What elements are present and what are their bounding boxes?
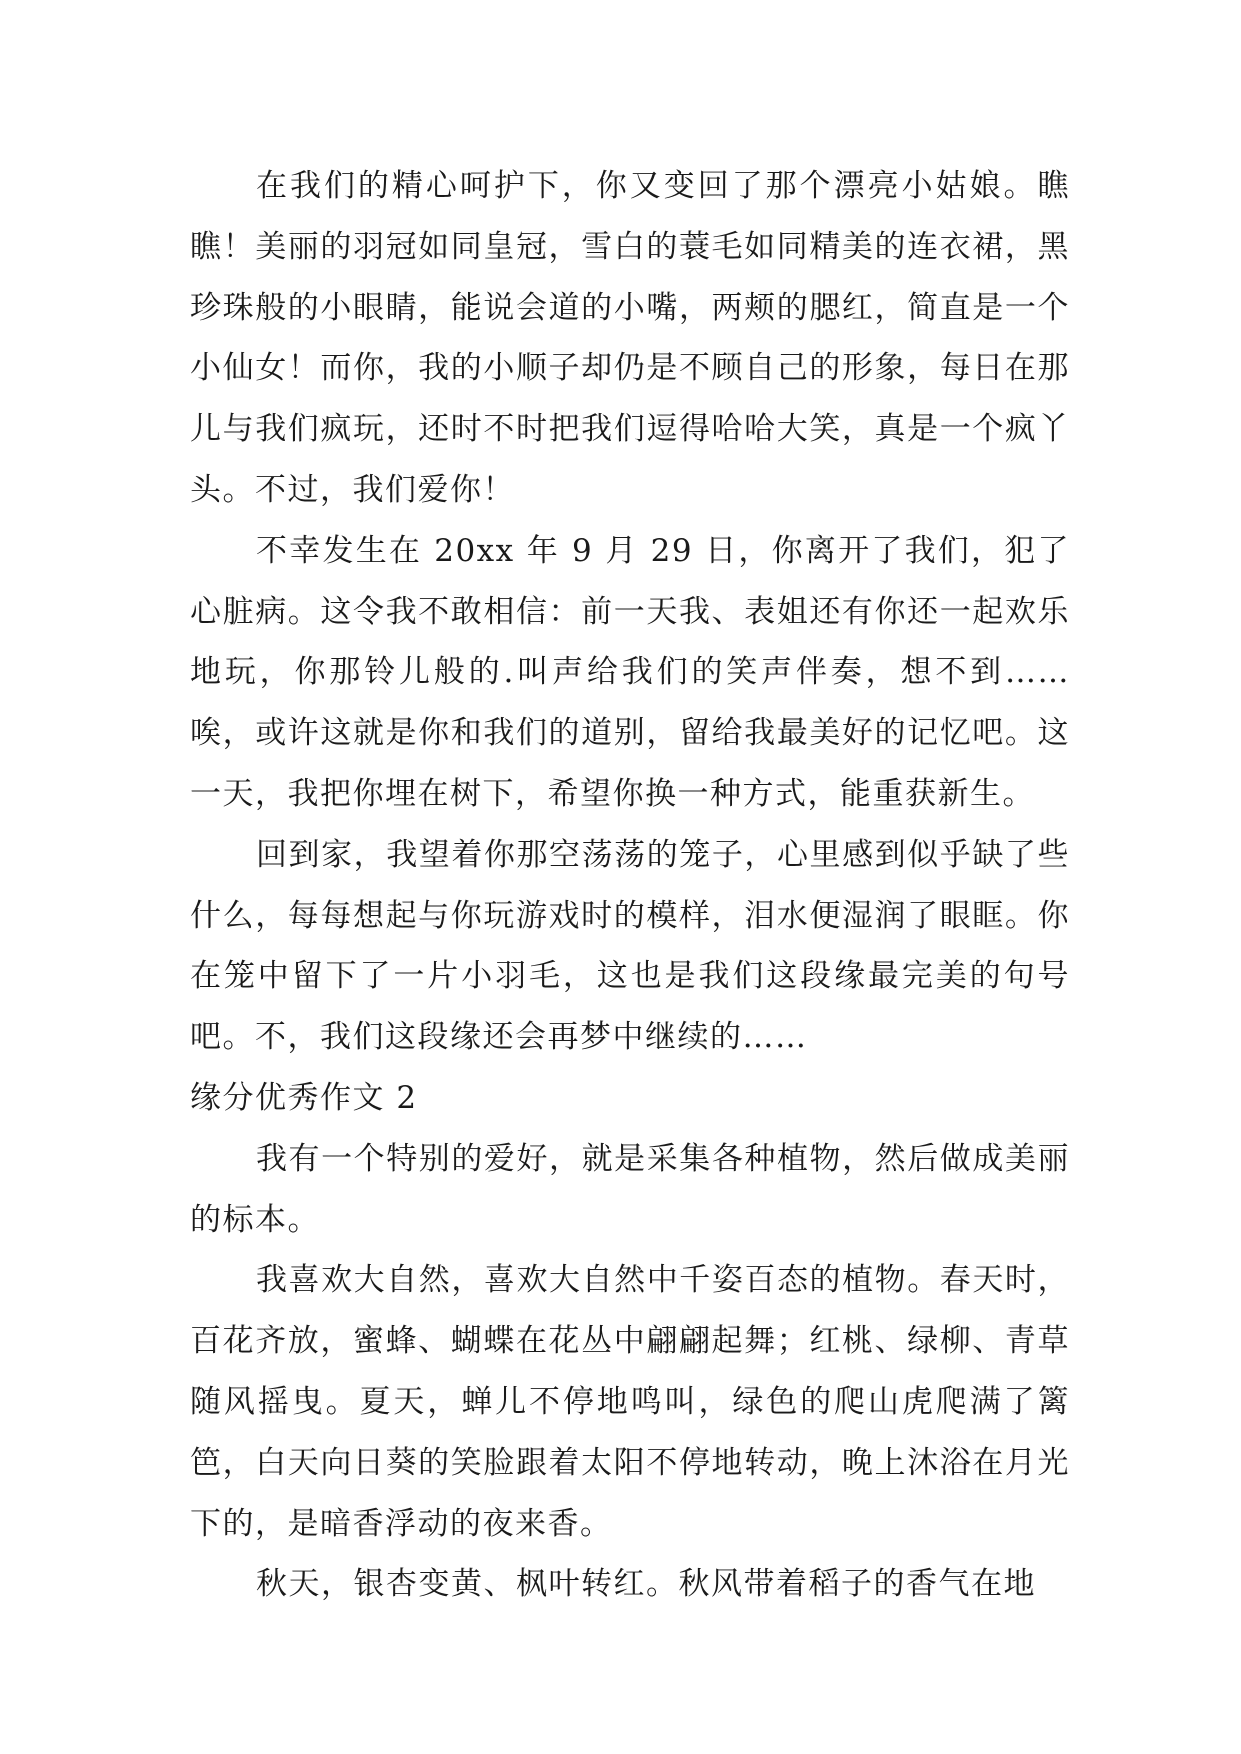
paragraph: 秋天，银杏变黄、枫叶转红。秋风带着稻子的香气在地 bbox=[256, 1566, 1036, 1603]
paragraph: 回到家，我望着你那空荡荡的笼子，心里感到似乎缺了些什么，每每想起与你玩游戏时的模样，泪水便湿润了眼眶。你在笼中留下了一片小羽毛，这也是我们这段缘最完美的句号吧。不，我们这段缘还会再梦中继续的…… bbox=[190, 836, 1070, 1056]
paragraph: 我有一个特别的爱好，就是采集各种植物，然后做成美丽的标本。 bbox=[190, 1140, 1070, 1238]
document-page bbox=[190, 156, 1070, 1615]
paragraph: 在我们的精心呵护下，你又变回了那个漂亮小姑娘。瞧瞧！美丽的羽冠如同皇冠，雪白的蓑毛如同精美的连衣裙，黑珍珠般的小眼睛，能说会道的小嘴，两颊的腮红，简直是一个小仙女！而你，我的小顺子却仍是不顾自己的形象，每日在那儿与我们疯玩，还时不时把我们逗得哈哈大笑，真是一个疯丫头。不过，我们爱你！ bbox=[190, 168, 1070, 508]
paragraph: 我喜欢大自然，喜欢大自然中千姿百态的植物。春天时，百花齐放，蜜蜂、蝴蝶在花丛中翩翩起舞；红桃、绿柳、青草随风摇曳。夏天，蝉儿不停地鸣叫，绿色的爬山虎爬满了篱笆，白天向日葵的笑脸跟着太阳不停地转动，晚上沐浴在月光下的，是暗香浮动的夜来香。 bbox=[190, 1262, 1070, 1542]
paragraph: 不幸发生在 20xx 年 9 月 29 日，你离开了我们，犯了心脏病。这令我不敢相信：前一天我、表姐还有你还一起欢乐地玩，你那铃儿般的.叫声给我们的笑声伴奏，想不到……唉，或许这就是你和我们的道别，留给我最美好的记忆吧。这一天，我把你埋在树下，希望你换一种方式，能重获新生。 bbox=[190, 532, 1070, 812]
section-heading: 缘分优秀作文 2 bbox=[190, 1079, 418, 1116]
